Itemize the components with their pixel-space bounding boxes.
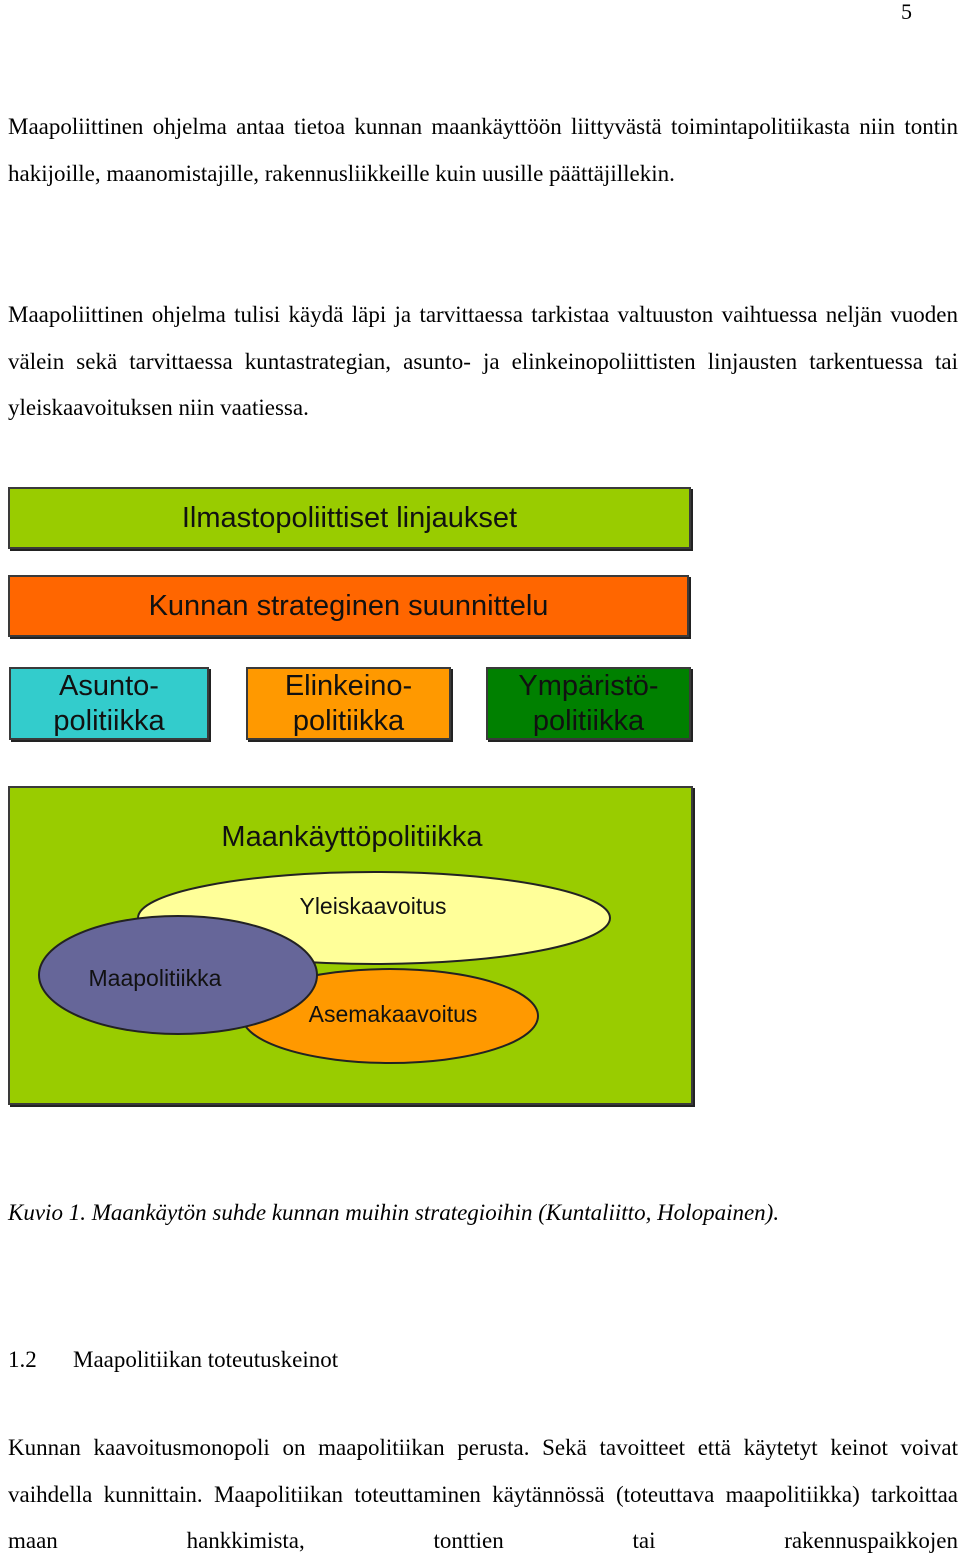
- climate-policy-box: [8, 487, 691, 549]
- housing-policy-box: [9, 667, 209, 740]
- business-policy-box: [246, 667, 451, 740]
- land-use-policy-title: Maankäyttöpolitiikka: [221, 821, 483, 853]
- climate-policy-label: Ilmastopoliittiset linjaukset: [181, 501, 518, 534]
- figure-caption: Kuvio 1. Maankäytön suhde kunnan muihin strategioihin (Kuntaliitto, Holopainen).: [8, 1200, 780, 1225]
- land-use-strategy-diagram: [0, 480, 700, 1110]
- paragraph-intro: Maapoliittinen ohjelma antaa tietoa kunnan maankäyttöön liittyvästä toimintapolitiikasta niin tontin hakijoille, maanomistajille, rakennusliikkeille kuin uusille päättäjillekin.: [8, 114, 958, 186]
- business-policy-label: Elinkeino- politiikka: [284, 669, 413, 737]
- section-number: 1.2: [8, 1347, 37, 1372]
- strategic-planning-label: Kunnan strateginen suunnittelu: [148, 589, 549, 622]
- housing-policy-label: Asunto- politiikka: [53, 669, 165, 737]
- general-plan-label: Yleiskaavoitus: [299, 893, 447, 919]
- land-use-policy-box: [8, 786, 693, 1105]
- environment-policy-label: Ympäristö- politiikka: [518, 669, 659, 737]
- detailed-plan-label: Asemakaavoitus: [308, 1001, 478, 1027]
- paragraph-zoning-monopoly: Kunnan kaavoitusmonopoli on maapolitiikan perusta. Sekä tavoitteet että käytetyt keinot voivat vaihdella kunnittain. Maapolitiikan toteuttaminen käytännössä (toteuttava maapolitiikka) tarkoittaa maan hankkimista, tonttien tai rakennuspaikkojen: [8, 1435, 958, 1553]
- strategic-planning-box: [8, 575, 689, 637]
- environment-policy-box: [486, 667, 691, 740]
- land-use-overlap-diagram: [10, 788, 691, 1103]
- section-heading: [8, 1340, 338, 1380]
- section-title: Maapolitiikan toteutuskeinot: [73, 1347, 339, 1372]
- paragraph-review: Maapoliittinen ohjelma tulisi käydä läpi ja tarvittaessa tarkistaa valtuuston vaihtuessa neljän vuoden välein sekä tarvittaessa kuntastrategian, asunto- ja elinkeinopoliittisten linjausten tarkentuessa tai yleiskaavoituksen niin vaatiessa.: [8, 302, 958, 420]
- page-number: 5: [901, 0, 912, 24]
- land-policy-label: Maapolitiikka: [88, 965, 222, 991]
